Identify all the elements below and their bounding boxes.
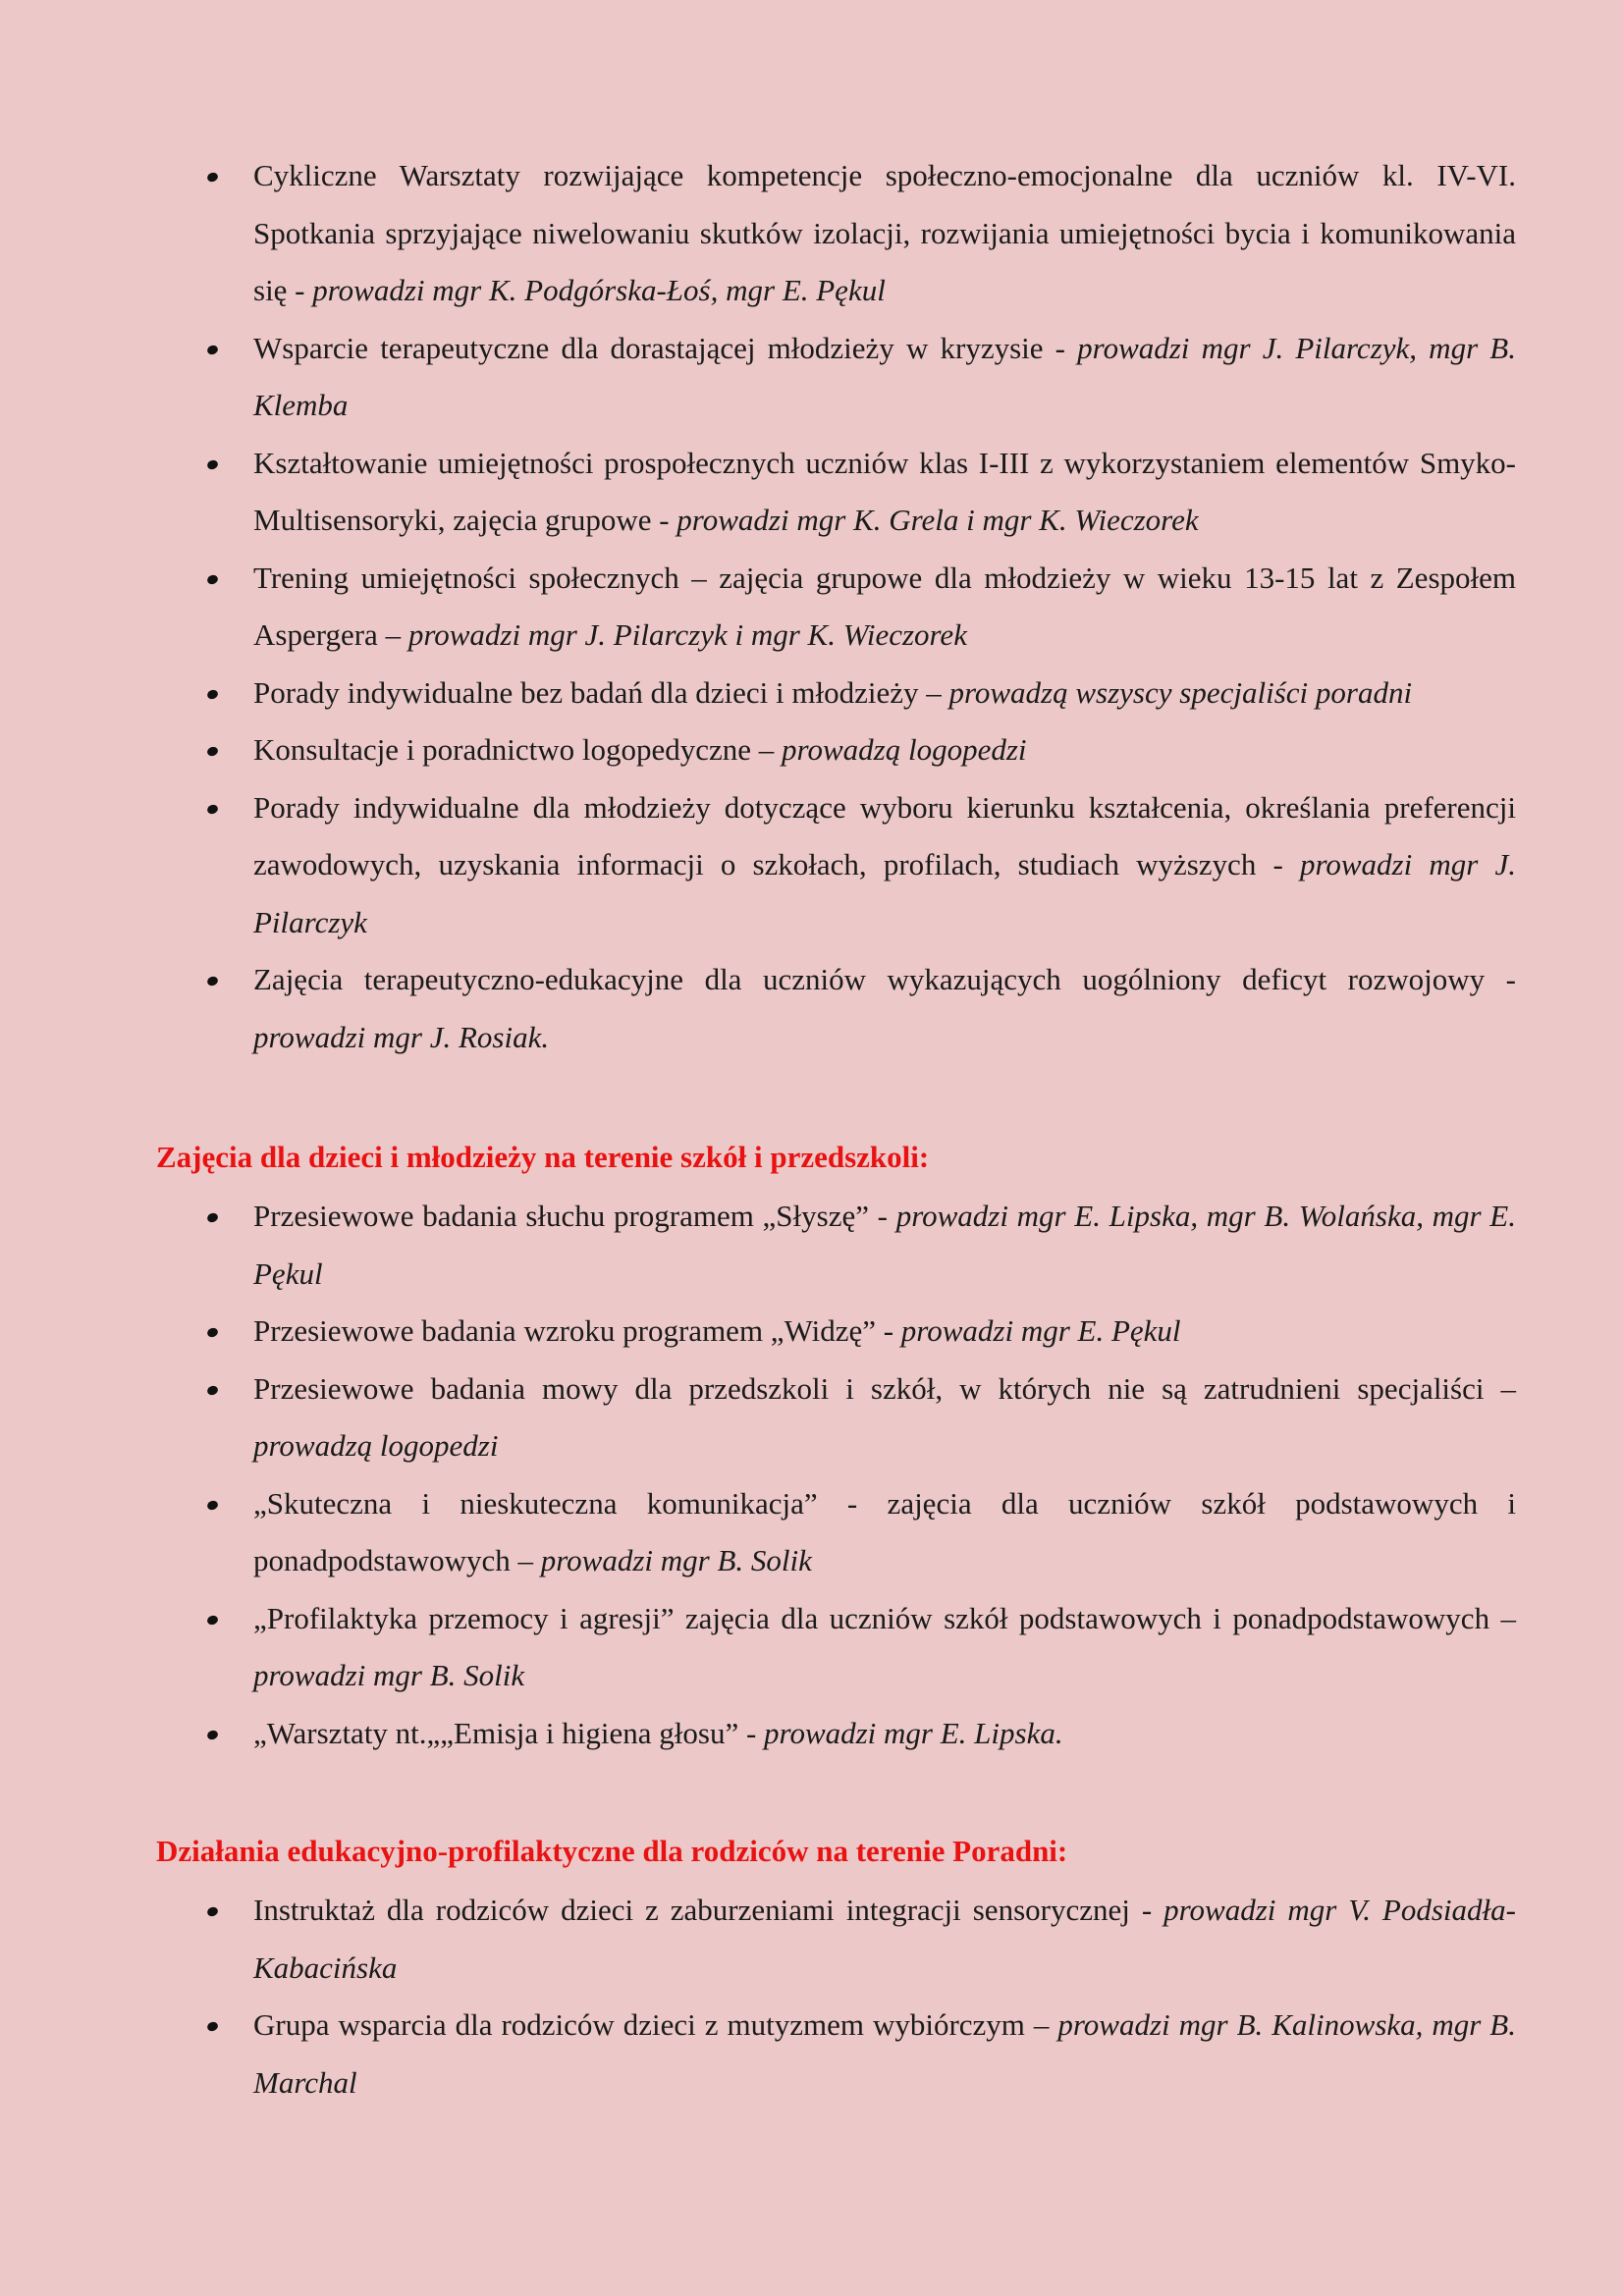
item-lead: prowadzi mgr K. Grela i mgr K. Wieczorek <box>676 503 1199 537</box>
section-heading-schools: Zajęcia dla dzieci i młodzieży na terenie szkół i przedszkoli: <box>156 1140 930 1174</box>
bullet-icon <box>206 1729 219 1740</box>
list-item: „Profilaktyka przemocy i agresji” zajęcia dla uczniów szkół podstawowych i ponadpodstawowych – prowadzi mgr B. Solik <box>253 1590 1516 1705</box>
bullet-icon <box>206 1499 219 1511</box>
bullet-icon <box>206 688 219 700</box>
list-item: Zajęcia terapeutyczno-edukacyjne dla uczniów wykazujących uogólniony deficyt rozwojowy - prowadzi mgr J. Rosiak. <box>253 951 1516 1066</box>
item-lead: prowadzi mgr E. Pękul <box>900 1313 1181 1348</box>
bullet-icon <box>206 1326 219 1338</box>
list-item: Porady indywidualne dla młodzieży dotyczące wyboru kierunku kształcenia, określania preferencji zawodowych, uzyskania informacji o szkołach, profilach, studiach wyższych - prowadzi mgr J. Pilarczyk <box>253 779 1516 952</box>
item-lead: prowadzi mgr J. Pilarczyk <box>253 847 1516 939</box>
list-item: Instruktaż dla rodziców dzieci z zaburzeniami integracji sensorycznej - prowadzi mgr V. Podsiadła-Kabacińska <box>253 1882 1516 1997</box>
bullet-icon <box>206 975 219 987</box>
list-item: „Warsztaty nt.„„Emisja i higiena głosu” - prowadzi mgr E. Lipska. <box>253 1705 1516 1763</box>
item-lead: prowadzi mgr E. Lipska, mgr B. Wolańska, mgr E. Pękul <box>253 1199 1516 1291</box>
list-item: Grupa wsparcia dla rodziców dzieci z mutyzmem wybiórczym – prowadzi mgr B. Kalinowska, mgr B. Marchal <box>253 1997 1516 2111</box>
item-lead: – prowadzi mgr B. Kalinowska, mgr B. Marchal <box>253 2007 1516 2100</box>
bullet-icon <box>206 2020 219 2032</box>
offer-list-schools <box>253 1188 1516 1762</box>
item-lead: prowadzą logopedzi <box>253 1428 499 1463</box>
item-lead: – prowadzi mgr B. Solik <box>517 1543 812 1577</box>
bullet-icon <box>206 745 219 757</box>
item-lead: prowadzą wszyscy specjaliści poradni <box>948 674 1413 710</box>
bullet-icon <box>206 344 219 355</box>
item-lead: – prowadzi mgr J. Pilarczyk i mgr K. Wieczorek <box>385 617 967 652</box>
list-item: Konsultacje i poradnictwo logopedyczne – prowadzą logopedzi <box>253 721 1516 779</box>
bullet-icon <box>206 1614 219 1626</box>
list-item: Wsparcie terapeutyczne dla dorastającej młodzieży w kryzysie - prowadzi mgr J. Pilarczyk, mgr B. Klemba <box>253 320 1516 435</box>
bullet-icon <box>206 1905 219 1917</box>
bullet-icon <box>206 1384 219 1396</box>
list-item: Trening umiejętności społecznych – zajęcia grupowe dla młodzieży w wieku 13-15 lat z Zespołem Aspergera – prowadzi mgr J. Pilarczyk i mgr K. Wieczorek <box>253 550 1516 665</box>
list-item: Przesiewowe badania mowy dla przedszkoli i szkół, w których nie są zatrudnieni specjaliści – prowadzą logopedzi <box>253 1361 1516 1475</box>
item-lead: prowadzą logopedzi <box>782 732 1027 767</box>
list-item: Porady indywidualne bez badań dla dzieci i młodzieży – prowadzą wszyscy specjaliści poradni <box>253 665 1516 722</box>
offer-list-poradnia <box>253 147 1516 1066</box>
item-lead: prowadzi mgr J. Rosiak. <box>253 1019 550 1054</box>
bullet-icon <box>206 803 219 815</box>
list-item: Przesiewowe badania wzroku programem „Widzę” - prowadzi mgr E. Pękul <box>253 1303 1516 1361</box>
item-lead: prowadzi mgr J. Pilarczyk, mgr B. Klemba <box>253 330 1516 422</box>
item-lead: prowadzi mgr K. Podgórska-Łoś, mgr E. Pękul <box>312 273 886 307</box>
item-lead: prowadzi mgr E. Lipska. <box>764 1715 1063 1750</box>
bullet-icon <box>206 1211 219 1223</box>
list-item: Kształtowanie umiejętności prospołecznych uczniów klas I-III z wykorzystaniem elementów Smyko-Multisensoryki, zajęcia grupowe - prowadzi mgr K. Grela i mgr K. Wieczorek <box>253 435 1516 550</box>
item-lead: – prowadzi mgr B. Solik <box>253 1600 1516 1692</box>
item-lead: prowadzi mgr V. Podsiadła-Kabacińska <box>253 1893 1516 1985</box>
section-heading-parents: Działania edukacyjno-profilaktyczne dla rodziców na terenie Poradni: <box>156 1834 1068 1868</box>
offer-list-parents <box>253 1882 1516 2111</box>
bullet-icon <box>206 458 219 470</box>
bullet-icon <box>206 573 219 585</box>
bullet-icon <box>206 171 219 183</box>
list-item: „Skuteczna i nieskuteczna komunikacja” - zajęcia dla uczniów szkół podstawowych i ponadpodstawowych – prowadzi mgr B. Solik <box>253 1475 1516 1590</box>
list-item: Przesiewowe badania słuchu programem „Słyszę” - prowadzi mgr E. Lipska, mgr B. Wolańska, mgr E. Pękul <box>253 1188 1516 1303</box>
list-item: Cykliczne Warsztaty rozwijające kompetencje społeczno-emocjonalne dla uczniów kl. IV-VI. Spotkania sprzyjające niwelowaniu skutków izolacji, rozwijania umiejętności bycia i komunikowania się - prowadzi mgr K. Podgórska-Łoś, mgr E. Pękul <box>253 147 1516 320</box>
